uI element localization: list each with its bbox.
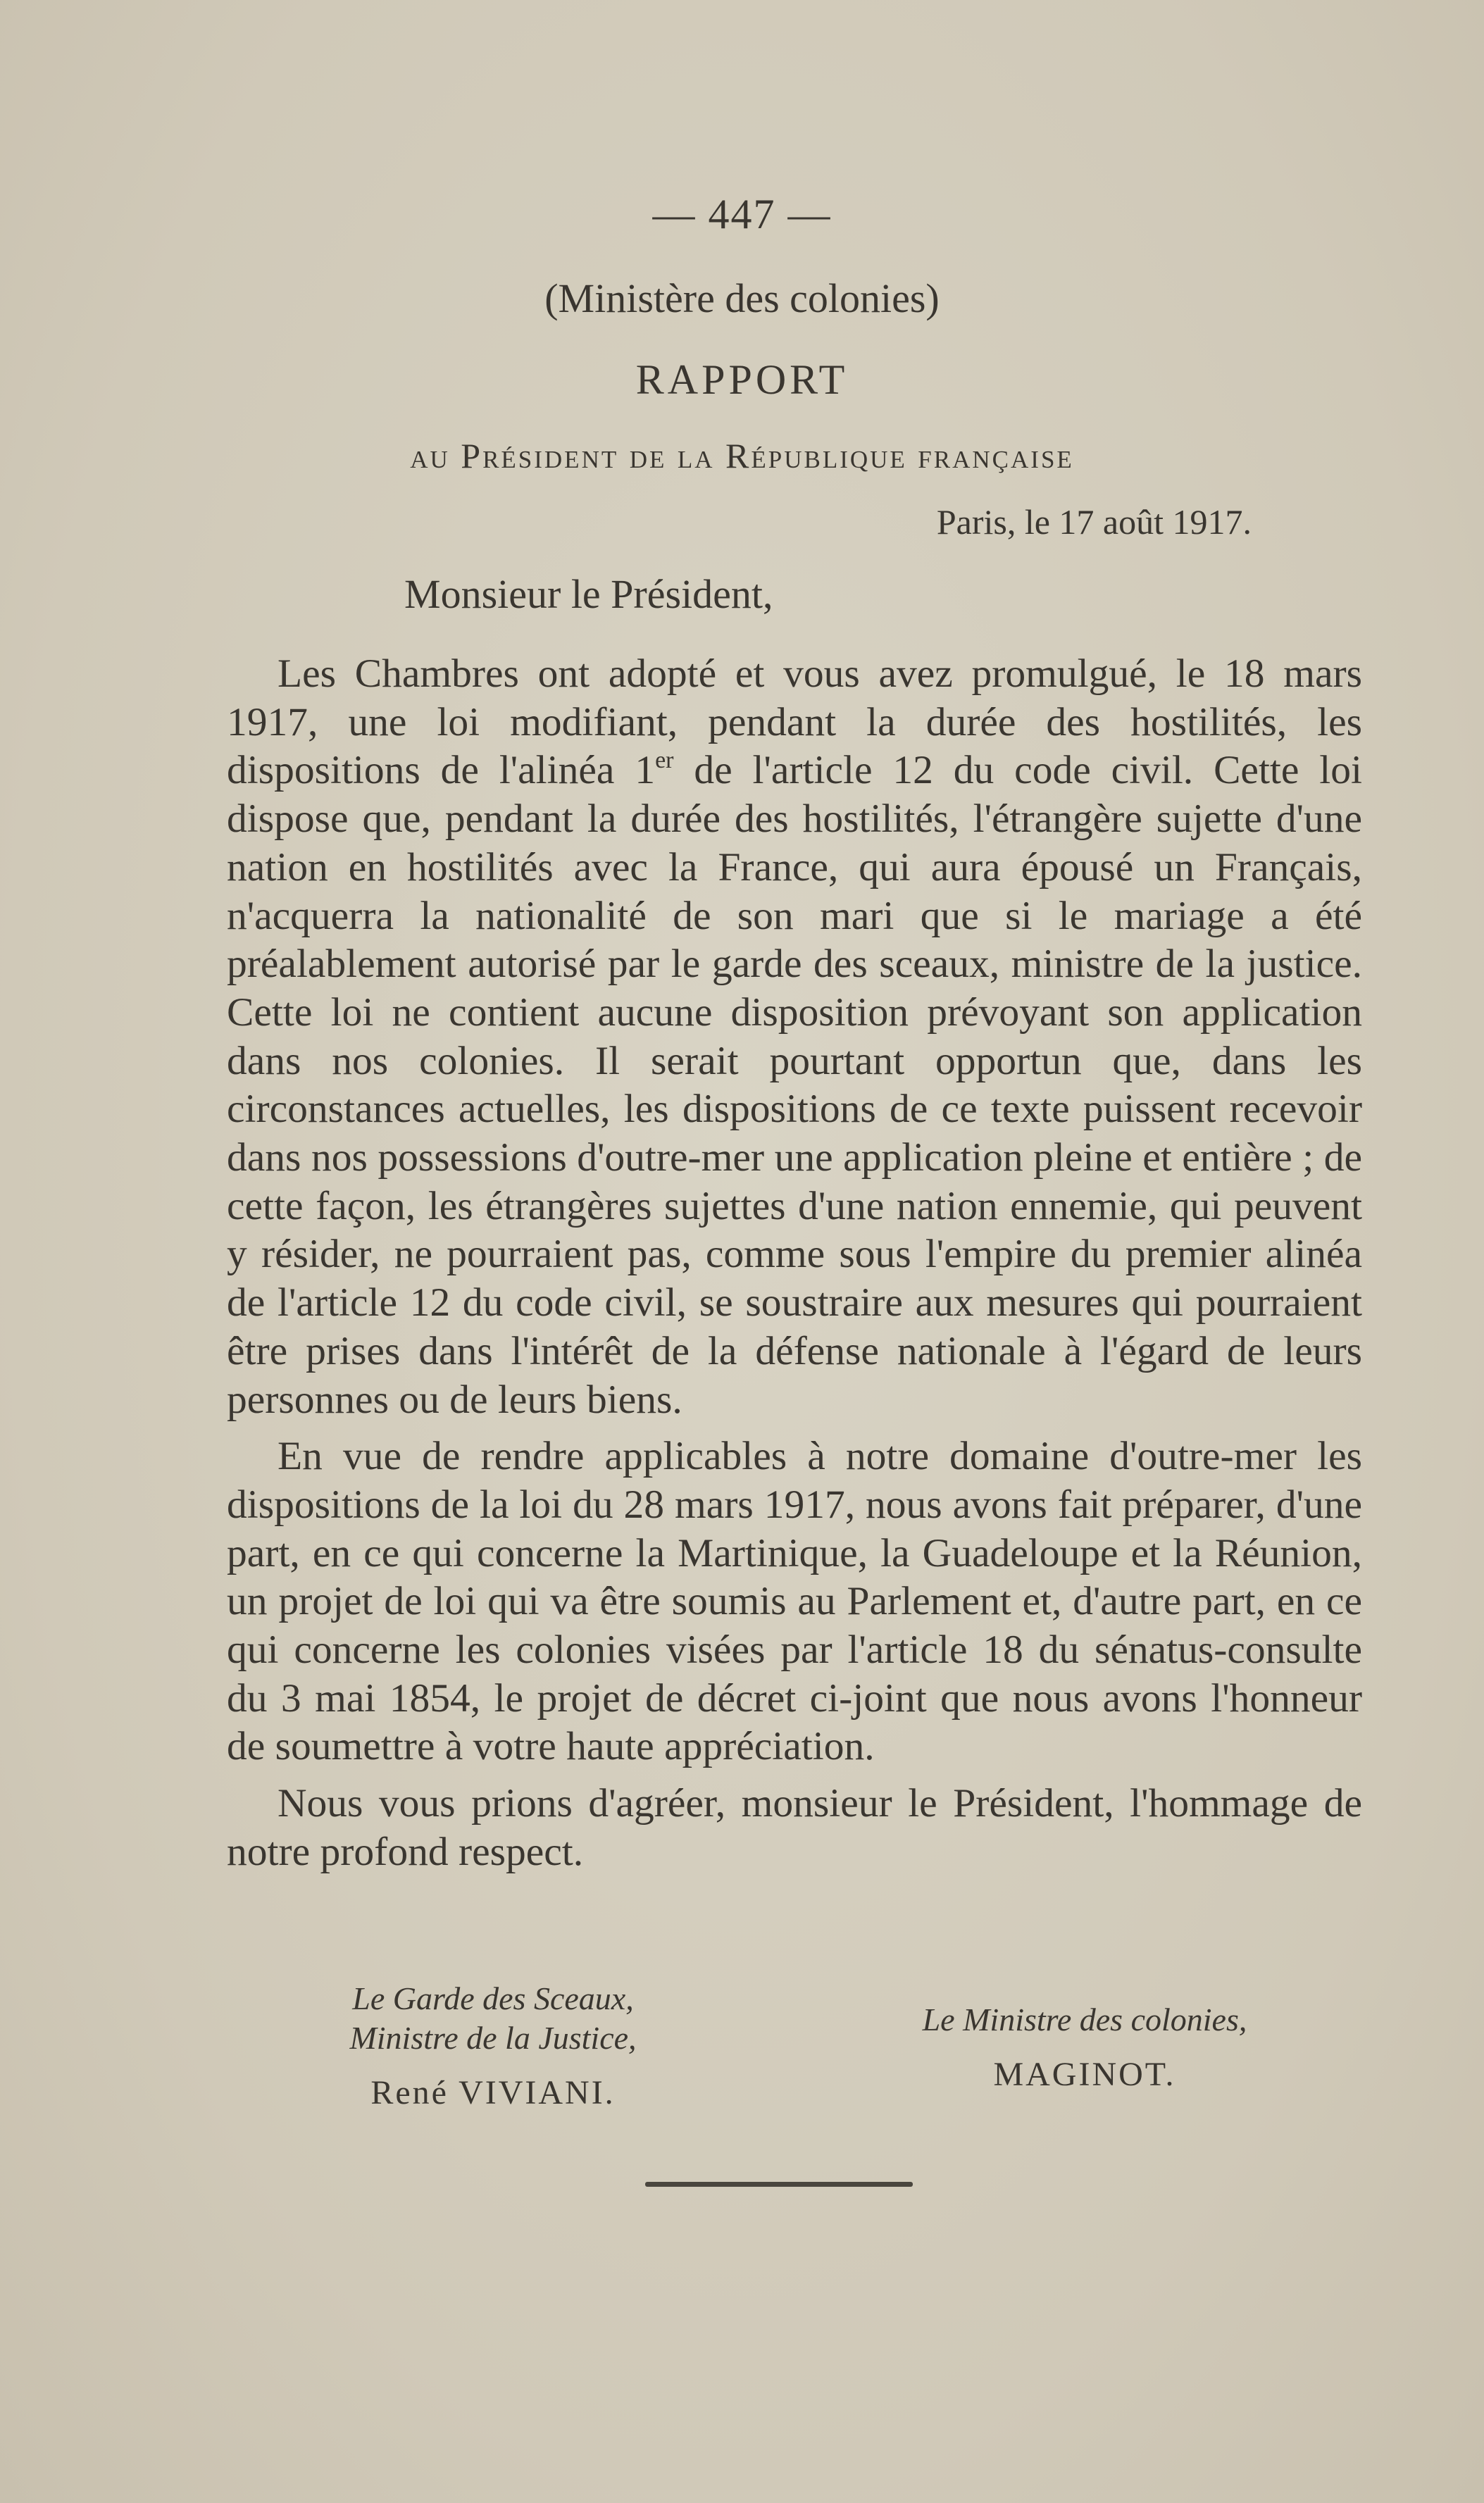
signature-title-line1: Le Ministre des colonies, bbox=[922, 2002, 1247, 2037]
paragraph-1 bbox=[227, 650, 1362, 1424]
superscript-er: er bbox=[655, 747, 674, 774]
signature-title-line2: Ministre de la Justice, bbox=[349, 2020, 637, 2056]
paragraph-3: Nous vous prions d'agréer, monsieur le Président, l'hommage de notre profond respect. bbox=[227, 1781, 1362, 1874]
signature-title-line1: Le Garde des Sceaux, bbox=[352, 1980, 634, 2016]
paragraph-1-rest: de l'article 12 du code civil. Cette loi dispose que, pendant la durée des hostilités, l'étrangère sujette d'une nation en hostilités avec la France, qui aura épousé un Français, n'acquerra la nationalité de son mari que si le mariage a été préalablement autorisé par le garde des sceaux, ministre de la justice. Cette loi ne contient aucune disposition prévoyant son application dans nos colonies. Il serait pourtant opportun que, dans les circonstances actuelles, les dispositions de ce texte puissent recevoir dans nos possessions d'outre-mer une application pleine et entière ; de cette façon, les étrangères sujettes d'une nation ennemie, qui peuvent y résider, ne pourraient pas, comme sous l'empire du premier alinéa de l'article 12 du code civil, se soustraire aux mesures qui pourraient être prises dans l'intérêt de la défense nationale à l'égard de leurs personnes ou de leurs biens. bbox=[227, 748, 1363, 1422]
signature-block-justice bbox=[310, 1979, 676, 2113]
paragraph-2: En vue de rendre applicables à notre domaine d'outre-mer les dispositions de la loi du 28 mars 1917, nous avons fait préparer, d'une part, en ce qui concerne la Martinique, la Guadeloupe et la Réunion, un projet de loi qui va être soumis au Parlement et, d'autre part, en ce qui concerne les colonies visées par l'article 18 du sénatus-consulte du 3 mai 1854, le projet de décret ci-joint que nous avons l'honneur de soumettre à votre haute appréciation. bbox=[227, 1434, 1362, 1769]
page-number: — 447 — bbox=[652, 191, 832, 237]
closing-rule bbox=[645, 2182, 913, 2187]
report-body bbox=[227, 650, 1362, 1877]
signatory-name: René VIVIANI. bbox=[370, 2074, 616, 2111]
document-title: RAPPORT bbox=[635, 356, 849, 403]
addressee-line bbox=[0, 435, 1484, 476]
addressee-text: au Président de la République française bbox=[410, 436, 1074, 475]
signature-block-colonies bbox=[866, 2000, 1303, 2095]
dateline: Paris, le 17 août 1917. bbox=[936, 502, 1252, 542]
signatory-name: MAGINOT. bbox=[993, 2056, 1176, 2093]
salutation: Monsieur le Président, bbox=[404, 571, 773, 617]
ministry-heading: (Ministère des colonies) bbox=[544, 275, 940, 321]
paragraph-1-start: Les Chambres ont adopté et vous avez promulgué, le 18 mars 1917, une loi modifiant, pendant la durée des hostilités, les dispositions de l'alinéa 1 bbox=[227, 651, 1362, 793]
